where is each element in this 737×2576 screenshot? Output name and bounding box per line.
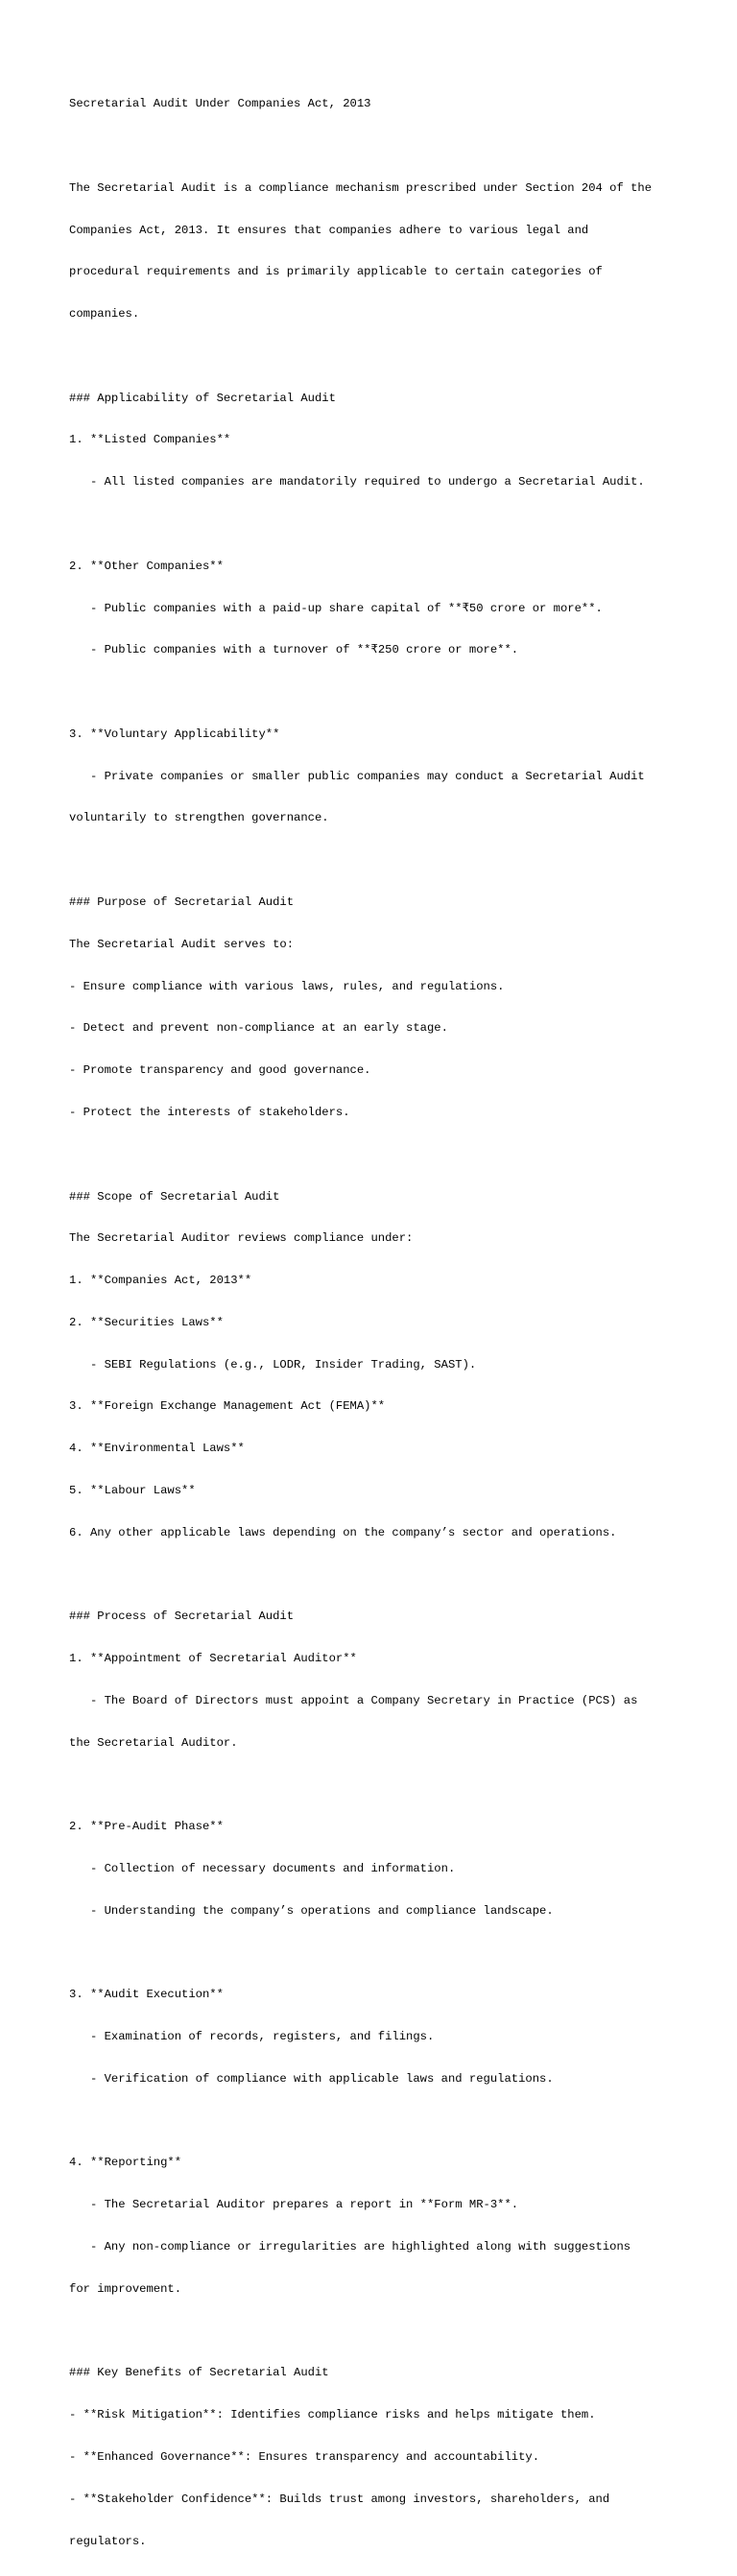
list-subitem-continuation: voluntarily to strengthen governance. — [69, 811, 329, 825]
list-item: 1. **Appointment of Secretarial Auditor** — [69, 1652, 357, 1666]
blank-line — [69, 2325, 683, 2339]
list-item-continuation: regulators. — [69, 2534, 147, 2548]
list-item: - **Risk Mitigation**: Identifies compliance risks and helps mitigate them. — [69, 2408, 596, 2422]
list-item: - Ensure compliance with various laws, rules, and regulations. — [69, 979, 505, 993]
section-heading-purpose: ### Purpose of Secretarial Audit — [69, 895, 295, 910]
list-subitem: - Public companies with a paid-up share capital of **₹50 crore or more**. — [69, 601, 603, 615]
list-item: 3. **Foreign Exchange Management Act (FEMA)** — [69, 1399, 386, 1414]
list-item: 2. **Securities Laws** — [69, 1315, 224, 1329]
list-item: - **Enhanced Governance**: Ensures transparency and accountability. — [69, 2449, 540, 2464]
list-item: 5. **Labour Laws** — [69, 1483, 196, 1497]
blank-line — [69, 1148, 683, 1162]
list-subitem-continuation: for improvement. — [69, 2281, 182, 2296]
list-item: - Detect and prevent non-compliance at an early stage. — [69, 1021, 448, 1036]
list-item: - Promote transparency and good governance. — [69, 1063, 371, 1078]
list-subitem: - Examination of records, registers, and filings. — [69, 2030, 435, 2044]
list-subitem: - Public companies with a turnover of **₹250 crore or more**. — [69, 643, 519, 657]
section-heading-process: ### Process of Secretarial Audit — [69, 1610, 295, 1624]
section-heading-scope: ### Scope of Secretarial Audit — [69, 1189, 280, 1204]
list-subitem: - The Board of Directors must appoint a Company Secretary in Practice (PCS) as — [69, 1693, 638, 1707]
list-item: 4. **Environmental Laws** — [69, 1442, 245, 1456]
list-item: - **Stakeholder Confidence**: Builds trust among investors, shareholders, and — [69, 2492, 610, 2506]
blank-line — [69, 1777, 683, 1792]
document-title: Secretarial Audit Under Companies Act, 2013 — [69, 97, 371, 111]
list-subitem: - The Secretarial Auditor prepares a report in **Form MR-3**. — [69, 2198, 519, 2212]
paragraph-line: The Secretarial Audit serves to: — [69, 937, 295, 951]
list-item: 3. **Audit Execution** — [69, 1988, 224, 2002]
blank-line — [69, 853, 683, 868]
blank-line — [69, 139, 683, 154]
blank-line — [69, 349, 683, 364]
intro-line: procedural requirements and is primarily applicable to certain categories of — [69, 265, 603, 279]
list-item: 2. **Other Companies** — [69, 559, 224, 573]
list-item: 3. **Voluntary Applicability** — [69, 727, 280, 741]
list-subitem: - SEBI Regulations (e.g., LODR, Insider Trading, SAST). — [69, 1357, 477, 1371]
list-item: 1. **Listed Companies** — [69, 433, 231, 447]
section-heading-benefits: ### Key Benefits of Secretarial Audit — [69, 2366, 329, 2380]
paragraph-line: The Secretarial Auditor reviews compliance under: — [69, 1231, 414, 1246]
intro-line: companies. — [69, 307, 140, 322]
blank-line — [69, 685, 683, 700]
list-subitem: - Collection of necessary documents and information. — [69, 1862, 456, 1875]
blank-line — [69, 1568, 683, 1583]
list-subitem: - Any non-compliance or irregularities are highlighted along with suggestions — [69, 2240, 631, 2254]
list-subitem-continuation: the Secretarial Auditor. — [69, 1735, 238, 1750]
list-item: 4. **Reporting** — [69, 2156, 182, 2170]
list-subitem: - All listed companies are mandatorily required to undergo a Secretarial Audit. — [69, 475, 645, 489]
list-subitem: - Private companies or smaller public companies may conduct a Secretarial Audit — [69, 769, 645, 783]
list-subitem: - Verification of compliance with applicable laws and regulations. — [69, 2071, 554, 2086]
intro-line: Companies Act, 2013. It ensures that companies adhere to various legal and — [69, 223, 589, 237]
intro-line: The Secretarial Audit is a compliance mechanism prescribed under Section 204 of the — [69, 180, 653, 195]
blank-line — [69, 1946, 683, 1961]
list-subitem: - Understanding the company’s operations and compliance landscape. — [69, 1903, 554, 1918]
blank-line — [69, 517, 683, 532]
document-body — [69, 69, 683, 2576]
list-item: 6. Any other applicable laws depending on the company’s sector and operations. — [69, 1525, 617, 1539]
list-item: - Protect the interests of stakeholders. — [69, 1105, 350, 1119]
list-item: 1. **Companies Act, 2013** — [69, 1274, 252, 1288]
blank-line — [69, 2114, 683, 2129]
section-heading-applicability: ### Applicability of Secretarial Audit — [69, 391, 336, 405]
list-item: 2. **Pre-Audit Phase** — [69, 1820, 224, 1834]
